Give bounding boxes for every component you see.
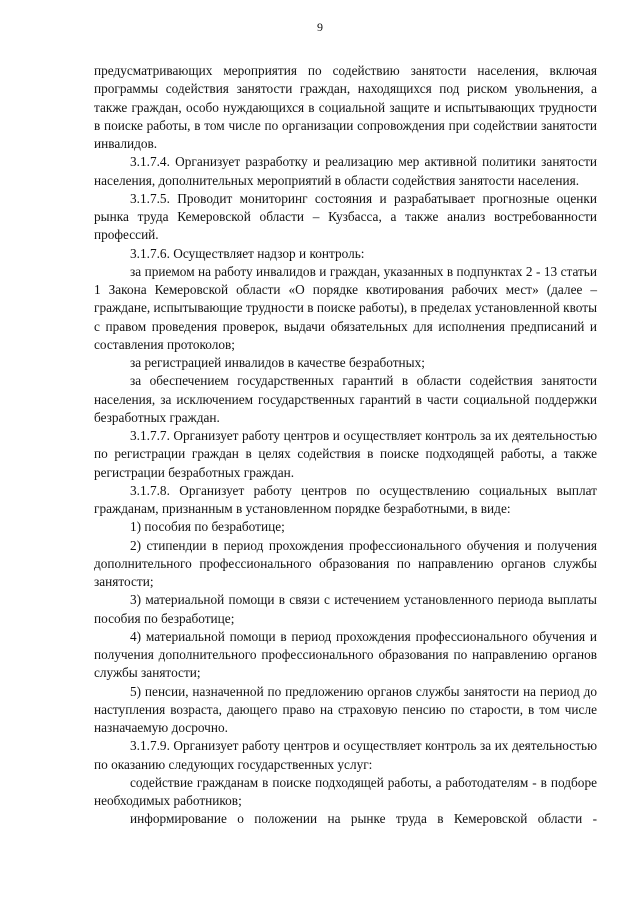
paragraph: информирование о положении на рынке труда в Кемеровской области - (130, 811, 597, 827)
paragraph: 3.1.7.8. Организует работу центров по осуществлению социальных выплат гражданам, признанным в установленном порядке безработными, в виде: (94, 482, 597, 516)
paragraph: 3.1.7.9. Организует работу центров и осуществляет контроль за их деятельностью по оказанию следующих государственных услуг: (94, 738, 597, 772)
paragraph: 3.1.7.6. Осуществляет надзор и контроль: (130, 245, 365, 261)
paragraph: 1) пособия по безработице; (130, 519, 285, 535)
paragraph: за приемом на работу инвалидов и граждан, указанных в подпунктах 2 - 13 статьи 1 Закона Кемеровской области «О порядке квотирования рабочих мест» (далее – граждане, испытывающие трудности в поиске работы), в пределах установленной квоты с правом проведения проверок, выдачи обязательных для исполнения предписаний и составления протоколов; (94, 263, 597, 352)
document-body (94, 62, 597, 829)
paragraph: содействие гражданам в поиске подходящей работы, а работодателям - в подборе необходимых работников; (94, 774, 597, 808)
paragraph: за регистрацией инвалидов в качестве безработных; (130, 355, 425, 370)
paragraph: за обеспечением государственных гарантий в области содействия занятости населения, за исключением государственных гарантий в части социальной поддержки безработных граждан. (94, 373, 597, 425)
paragraph: 3.1.7.4. Организует разработку и реализацию мер активной политики занятости населения, дополнительных мероприятий в области содействия занятости населения. (94, 154, 597, 188)
paragraph: 3.1.7.5. Проводит мониторинг состояния и разрабатывает прогнозные оценки рынка труда Кемеровской области – Кузбасса, а также анализ востребованности профессий. (94, 190, 597, 243)
page-number: 9 (317, 20, 323, 34)
paragraph: предусматривающих мероприятия по содействию занятости населения, включая программы содействия занятости граждан, находящихся под риском увольнения, а также граждан, особо нуждающихся в социальной защите и испытывающих трудности в поиске работы, в том числе по организации сопровождения при содействии занятости инвалидов. (94, 63, 597, 151)
paragraph: 3.1.7.7. Организует работу центров и осуществляет контроль за их деятельностью по регистрации граждан в целях содействия в поиске подходящей работы, а также регистрации безработных граждан. (94, 428, 597, 480)
paragraph: 3) материальной помощи в связи с истечением установленного периода выплаты пособия по безработице; (94, 592, 597, 626)
paragraph: 2) стипендии в период прохождения профессионального обучения и получения дополнительного профессионального образования по направлению органов службы занятости; (94, 537, 597, 589)
paragraph: 5) пенсии, назначенной по предложению органов службы занятости на период до наступления возраста, дающего право на страховую пенсию по старости, в том числе назначаемую досрочно. (94, 683, 597, 735)
paragraph: 4) материальной помощи в период прохождения профессионального обучения и получения дополнительного профессионального образования по направлению органов службы занятости; (94, 628, 597, 681)
